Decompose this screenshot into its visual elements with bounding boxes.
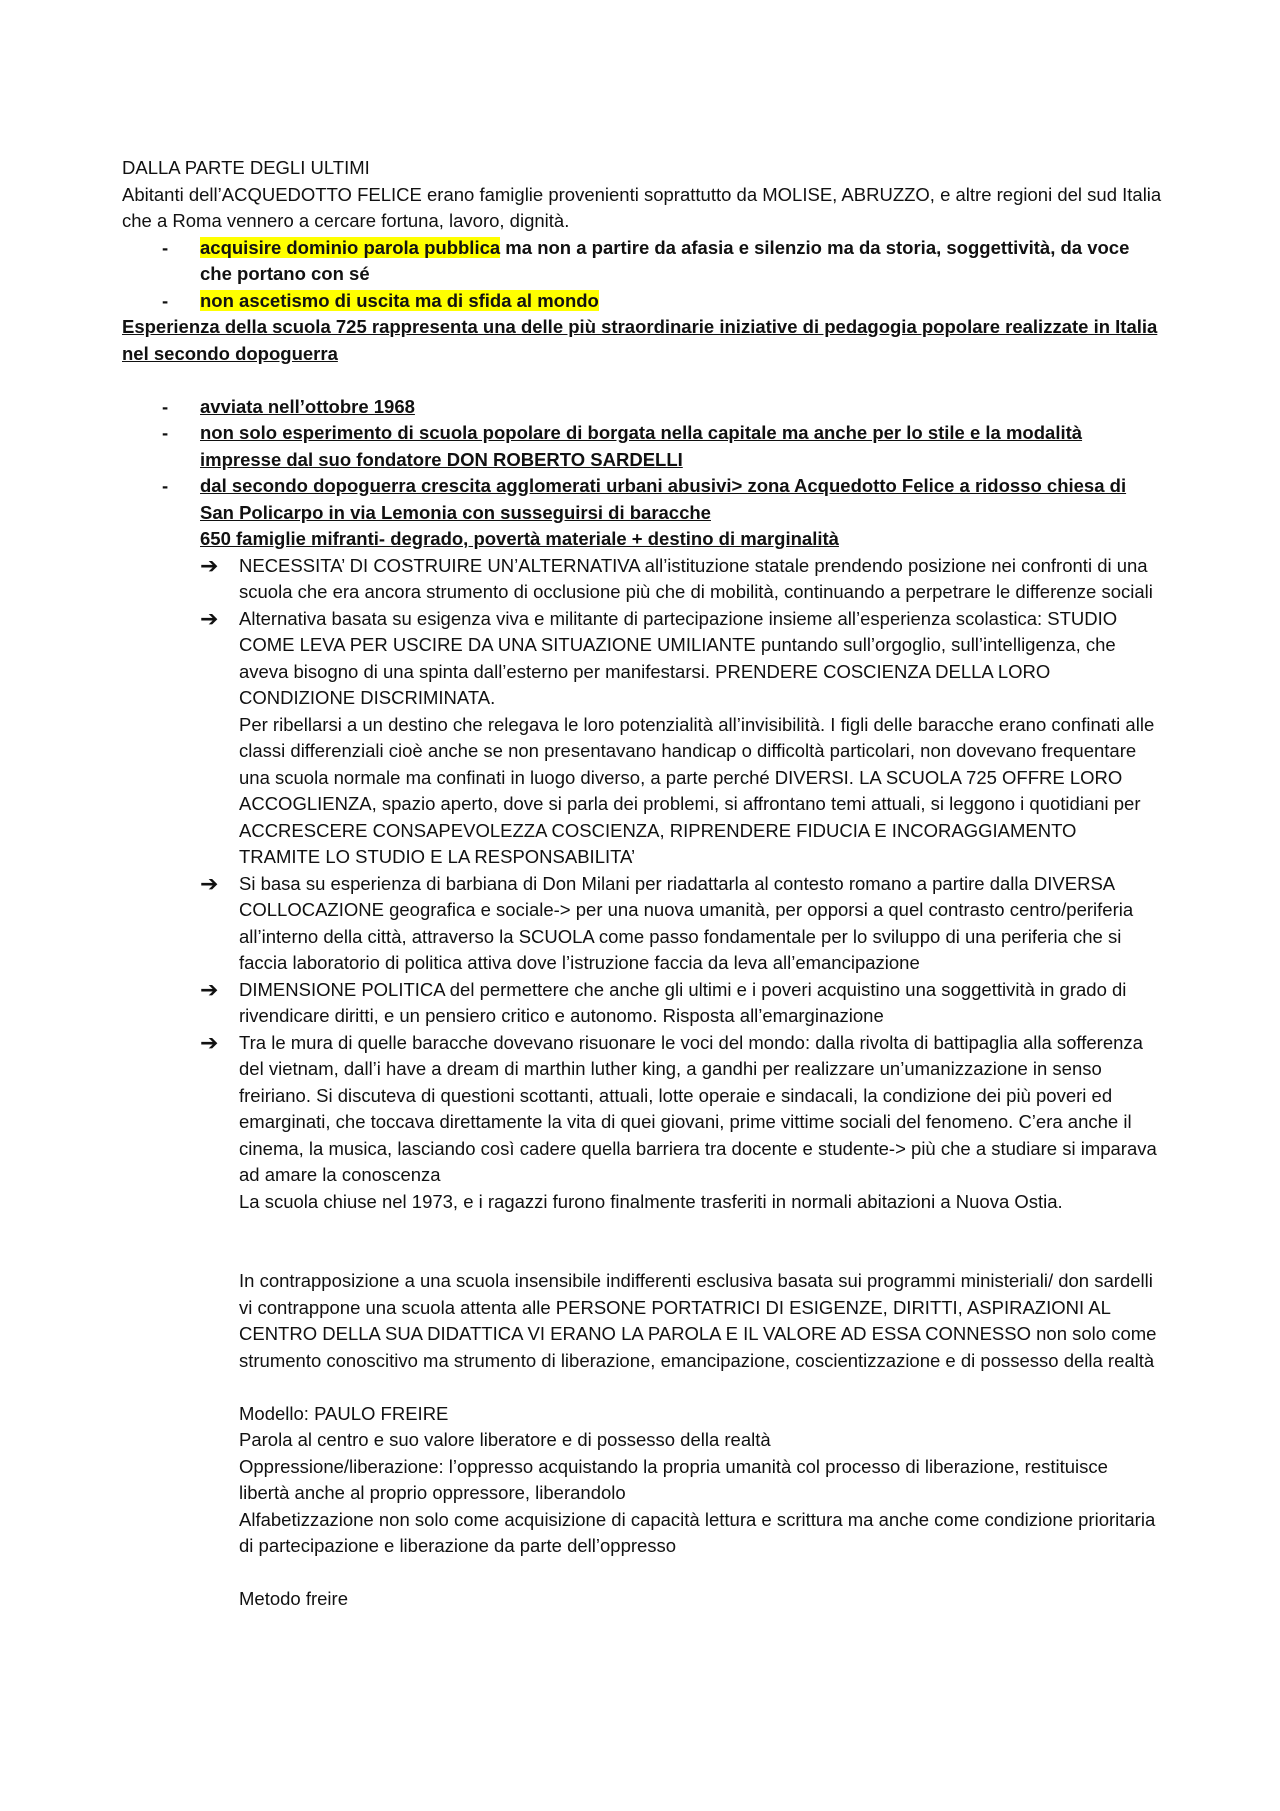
highlighted-text: non ascetismo di uscita ma di sfida al mondo (200, 289, 599, 311)
bullet-list-2 (122, 394, 1162, 553)
model-line: Parola al centro e suo valore liberatore e di possesso della realtà (239, 1429, 771, 1450)
blank-line (122, 1560, 1162, 1587)
arrow-list (122, 553, 1162, 1216)
dash-marker: - (162, 395, 169, 417)
item-text: Alternativa basata su esigenza viva e militante di partecipazione insieme all’esperienza scolastica: STUDIO COME LEVA PER USCIRE DA UNA SITUAZIONE UMILIANTE puntando sull’orgoglio, sull’intelligenza, che aveva bisogno di una spinta dall’esterno per manifestarsi. PRENDERE COSCIENZA DELLA LORO CONDIZIONE DISCRIMINATA. (239, 607, 1118, 708)
item-text: Si basa su esperienza di barbiana di Don Milani per riadattarla al contesto romano a partire dalla DIVERSA COLLOCAZIONE geografica e sociale-> per una nuova umanità, per opporsi a quel contrasto centro/periferia all’interno della città, attraverso la SCUOLA come passo fondamentale per lo sviluppo di una periferia che si faccia laboratorio di politica attiva dove l’istruzione faccia da leva all’emancipazione (239, 872, 1134, 973)
arrow-right-icon: ➔ (200, 605, 219, 631)
arrow-right-icon: ➔ (200, 870, 219, 896)
list-item (122, 420, 1162, 473)
intro-paragraph: Abitanti dell’ACQUEDOTTO FELICE erano famiglie provenienti soprattutto da MOLISE, ABRUZZO, e altre regioni del sud Italia che a Roma vennero a cercare fortuna, lavoro, dignità. (122, 183, 1162, 231)
dash-marker: - (162, 289, 169, 311)
item-text-continuation: Per ribellarsi a un destino che relegava le loro potenzialità all’invisibilità. I figli delle baracche erano confinati alle classi differenziali cioè anche se non presentavano handicap o difficoltà particolari, non dovevano frequentare una scuola normale ma confinati in luogo diverso, a parte perché DIVERSI. LA SCUOLA 725 OFFRE LORO ACCOGLIENZA, spazio aperto, dove si parla dei problemi, si affrontano temi attuali, si leggono i quotidiani per ACCRESCERE CONSAPEVOLEZZA COSCIENZA, RIPRENDERE FIDUCIA E INCORAGGIAMENTO TRAMITE LO STUDIO E LA RESPONSABILITA’ (239, 713, 1155, 867)
item-text: ma non a partire da afasia e silenzio ma da storia, soggettività, da voce che portano con sé (200, 236, 1130, 284)
item-text: Tra le mura di quelle baracche dovevano risuonare le voci del mondo: dalla rivolta di battipaglia alla sofferenza del vietnam, dall’i have a dream di marthin luther king, a gandhi per realizzare un’umanizzazione in senso freiriano. Si discuteva di questioni scottanti, attuali, lotte operaie e sindacali, la condizione dei più poveri ed emarginati, che toccava direttamente la vita di quei giovani, prime vittime sociali del fenomeno. C’era anche il cinema, la musica, lasciando così cadere quella barriera tra docente e studente-> più che a studiare si imparava ad amare la conoscenza (239, 1031, 1157, 1185)
item-text-continuation: 650 famiglie mifranti- degrado, povertà materiale + destino di marginalità (200, 528, 839, 549)
arrow-right-icon: ➔ (200, 552, 219, 578)
item-text-continuation: La scuola chiuse nel 1973, e i ragazzi furono finalmente trasferiti in normali abitazioni a Nuova Ostia. (239, 1190, 1063, 1212)
blank-line (122, 1374, 1162, 1401)
arrow-right-icon: ➔ (200, 1029, 219, 1055)
list-item (122, 977, 1162, 1030)
list-item (122, 235, 1162, 288)
list-item (122, 1030, 1162, 1216)
list-item (122, 288, 1162, 315)
blank-line (122, 367, 1162, 394)
item-text: avviata nell’ottobre 1968 (200, 395, 415, 417)
list-item (122, 606, 1162, 871)
item-text: non solo esperimento di scuola popolare di borgata nella capitale ma anche per lo stile e la modalità impresse dal suo fondatore DON ROBERTO SARDELLI (200, 422, 1083, 470)
item-text: NECESSITA’ DI COSTRUIRE UN’ALTERNATIVA all’istituzione statale prendendo posizione nei confronti di una scuola che era ancora strumento di occlusione più che di mobilità, continuando a perpetrare le differenze sociali (239, 554, 1153, 602)
list-item (122, 871, 1162, 977)
highlighted-text: acquisire dominio parola pubblica (200, 236, 501, 258)
blank-line (122, 1215, 1162, 1268)
item-text: DIMENSIONE POLITICA del permettere che anche gli ultimi e i poveri acquistino una soggettività in grado di rivendicare diritti, e un pensiero critico e autonomo. Risposta all’emarginazione (239, 978, 1127, 1026)
list-item (122, 553, 1162, 606)
document-title: DALLA PARTE DEGLI ULTIMI (122, 157, 370, 178)
dash-marker: - (162, 422, 169, 443)
list-item (122, 473, 1162, 553)
model-line: Oppressione/liberazione: l’oppresso acquistando la propria umanità col processo di liberazione, restituisce libertà anche al proprio oppressore, liberandolo (239, 1455, 1108, 1503)
list-item (122, 394, 1162, 421)
dash-marker: - (162, 475, 169, 496)
model-line: Modello: PAULO FREIRE (239, 1402, 449, 1424)
bullet-list-1 (122, 235, 1162, 315)
dash-marker: - (162, 236, 169, 258)
model-line: Alfabetizzazione non solo come acquisizione di capacità lettura e scrittura ma anche come condizione prioritaria di partecipazione e liberazione da parte dell’oppresso (239, 1508, 1156, 1556)
document-body (122, 155, 1162, 1613)
item-text: dal secondo dopoguerra crescita agglomerati urbani abusivi> zona Acquedotto Felice a ridosso chiesa di San Policarpo in via Lemonia con susseguirsi di baracche (200, 475, 1127, 523)
section-heading: Esperienza della scuola 725 rappresenta una delle più straordinarie iniziative di pedagogia popolare realizzate in Italia nel secondo dopoguerra (122, 316, 1158, 364)
method-line: Metodo freire (239, 1588, 348, 1609)
contrast-paragraph: In contrapposizione a una scuola insensibile indifferenti esclusiva basata sui programmi ministeriali/ don sardelli vi contrappone una scuola attenta alle PERSONE PORTATRICI DI ESIGENZE, DIRITTI, ASPIRAZIONI AL CENTRO DELLA SUA DIDATTICA VI ERANO LA PAROLA E IL VALORE AD ESSA CONNESSO non solo come strumento conoscitivo ma strumento di liberazione, emancipazione, coscientizzazione e di possesso della realtà (239, 1270, 1157, 1371)
arrow-right-icon: ➔ (200, 976, 219, 1002)
